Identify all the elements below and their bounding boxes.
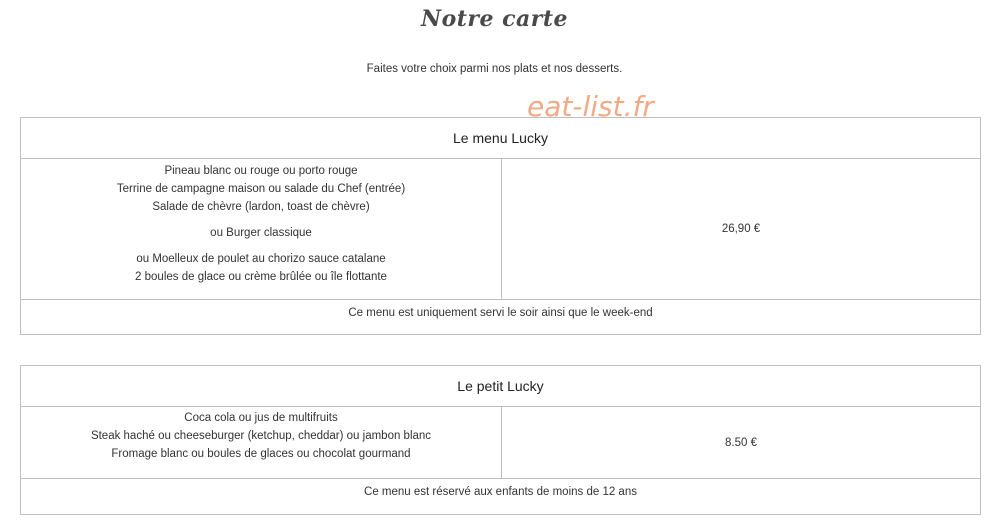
menu-price: 8.50 € [725,436,757,449]
menu-body [21,407,980,479]
menu-title: Le menu Lucky [21,118,980,159]
menu-note: Ce menu est réservé aux enfants de moins de 12 ans [364,486,637,498]
menu-item: ou Burger classique [210,227,312,239]
menu-item: Pineau blanc ou rouge ou porto rouge [164,165,358,177]
menu-item: Coca cola ou jus de multifruits [184,412,338,424]
page-subtitle: Faites votre choix parmi nos plats et nos desserts. [366,63,623,75]
menu-card-lucky [20,117,981,335]
watermark: eat-list.fr [527,90,654,123]
menu-item: Steak haché ou cheeseburger (ketchup, cheddar) ou jambon blanc [90,430,432,442]
menu-item: 2 boules de glace ou crème brûlée ou île flottante [135,271,387,283]
menu-items [21,407,502,478]
menu-items [21,159,502,299]
menu-body [21,159,980,300]
menu-card-petit-lucky [20,365,981,515]
menu-item: Fromage blanc ou boules de glaces ou chocolat gourmand [111,448,411,460]
menu-price: 26,90 € [721,223,761,235]
menu-title: Le petit Lucky [21,366,980,407]
menu-note: Ce menu est uniquement servi le soir ainsi que le week-end [348,307,653,319]
menu-item: Salade de chèvre (lardon, toast de chèvre) [152,201,370,213]
page-title: Notre carte [420,6,569,32]
menu-item: Terrine de campagne maison ou salade du Chef (entrée) [116,183,406,195]
menu-item: ou Moelleux de poulet au chorizo sauce catalane [136,253,386,265]
